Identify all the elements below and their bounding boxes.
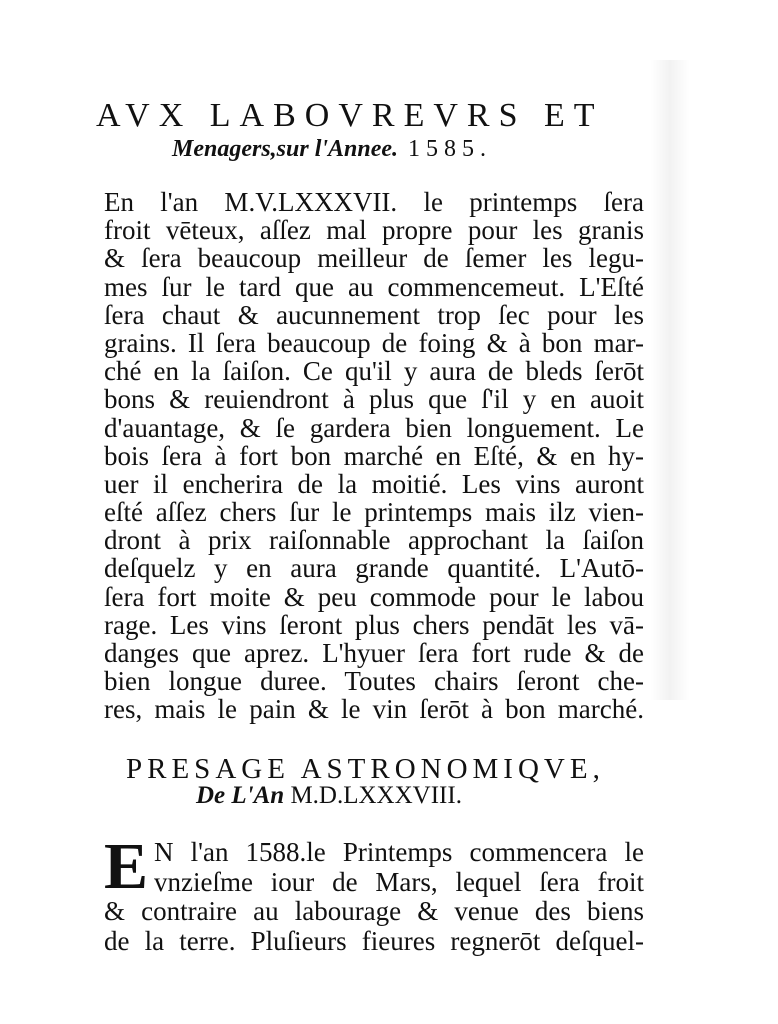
section-subheading (196, 781, 616, 811)
text-line: d'auantage, & ſe gardera bien longuement. Le (104, 412, 644, 443)
text-line: ſera fort moite & peu commode pour le labou (104, 581, 644, 612)
chapter-subheading (172, 134, 592, 164)
section-heading: PRESAGE ASTRONOMIQVE, (126, 753, 605, 785)
drop-cap-letter: E (104, 830, 149, 903)
text-line: danges que aprez. L'hyuer ſera fort rude & de (104, 638, 644, 668)
text-line: dront à prix raiſonnable approchant la ſaiſon (104, 525, 644, 556)
text-line: & contraire au labourage & venue des biens (104, 896, 644, 926)
text-line: res, mais le pain & le vin ſerōt à bon marché. (104, 694, 644, 725)
paragraph-1588 (104, 830, 644, 956)
section-subheading-year: M.D.LXXXVIII. (290, 782, 462, 809)
text-line: deſquelz y en aura grande quantité. L'Autō- (104, 553, 644, 584)
text-line: N l'an 1588.le Printemps commencera le (154, 837, 644, 867)
text-line: uer il encherira de la moitié. Les vins auront (104, 468, 644, 499)
text-line: & ſera beaucoup meilleur de ſemer les legu- (104, 243, 644, 274)
text-line: En l'an M.V.LXXXVII. le printemps ſera (104, 187, 644, 217)
text-line: rage. Les vins ſeront plus chers pendāt les vā- (104, 609, 644, 640)
text-line: bois ſera à fort bon marché en Eſté, & en hy- (104, 440, 644, 471)
text-line: eſté aſſez chers ſur le printemps mais ilz vien- (104, 497, 644, 528)
paragraph-1587 (104, 188, 644, 724)
text-line: ché en la ſaiſon. Ce qu'il y aura de bleds ſerōt (104, 356, 644, 387)
text-line: ſera chaut & aucunnement trop ſec pour les (104, 299, 644, 330)
text-line: bien longue duree. Toutes chairs ſeront che- (104, 666, 644, 697)
text-line: mes ſur le tard que au commencemeut. L'Eſté (104, 271, 644, 302)
text-line: vnzieſme iour de Mars, lequel ſera froit (154, 866, 644, 897)
chapter-subheading-italic: Menagers,sur l'Annee. (172, 136, 399, 162)
text-line: grains. Il ſera beaucoup de foing & à bon mar- (104, 327, 644, 358)
section-subheading-italic: De L'An (196, 782, 285, 809)
text-line: bons & reuiendront à plus que ſ'il y en auoit (104, 384, 644, 415)
text-line: de la terre. Pluſieurs fieures regnerōt deſquel- (104, 925, 644, 956)
chapter-heading: AVX LABOVREVRS ET (96, 97, 604, 134)
chapter-year: 1585. (408, 136, 493, 162)
page-edge-shadow (650, 60, 690, 700)
text-line: froit vēteux, aſſez mal propre pour les granis (104, 215, 644, 246)
